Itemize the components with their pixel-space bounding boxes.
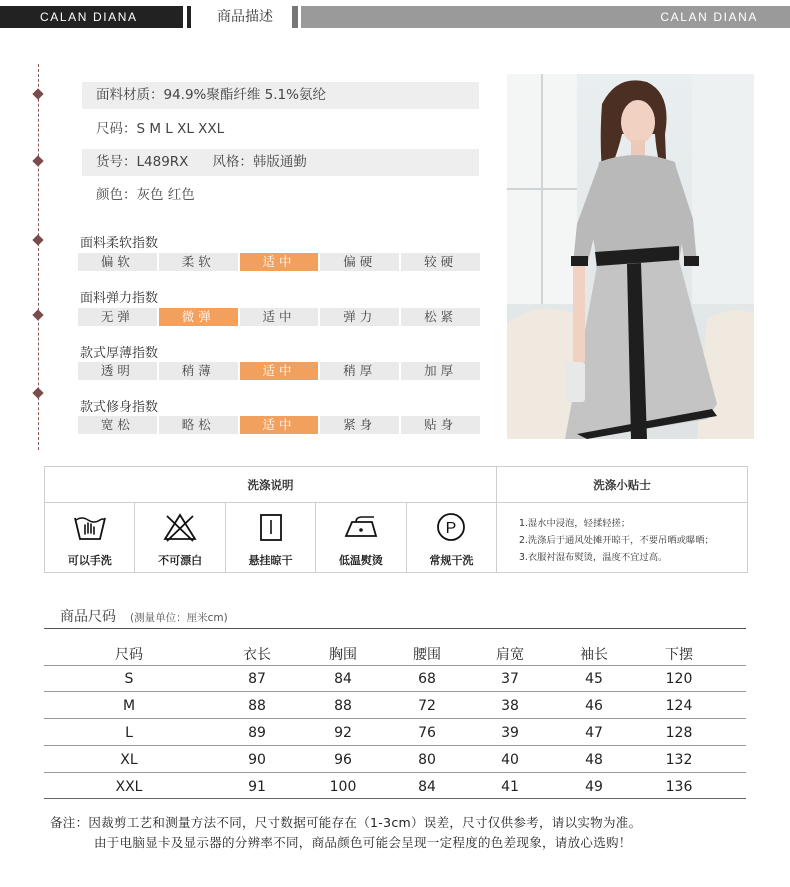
- attr-color-value: 灰色 红色: [136, 187, 195, 203]
- size-cell: 41: [501, 779, 519, 795]
- rating-scale: [78, 362, 480, 380]
- rating-option: 稍薄: [159, 362, 238, 380]
- rating-option: 紧身: [320, 416, 399, 434]
- attr-color: [82, 182, 479, 209]
- size-col-header: 衣长: [243, 647, 271, 663]
- rating-option: 偏硬: [320, 253, 399, 271]
- attr-sku-label: 货号：: [96, 154, 137, 170]
- rating-option: 稍厚: [320, 362, 399, 380]
- size-cell: 47: [585, 725, 603, 741]
- size-cell: 91: [248, 779, 266, 795]
- attr-material: [82, 82, 479, 109]
- rating-option: 略松: [159, 416, 238, 434]
- diamond-marker: [32, 155, 43, 166]
- size-cell: XXL: [115, 779, 143, 795]
- svg-text:P: P: [445, 520, 457, 537]
- size-row-rule: [44, 665, 746, 666]
- size-cell: 87: [248, 671, 266, 687]
- care-tip: 3.衣服衬湿布熨烫，温度不宜过高。: [519, 552, 668, 563]
- rating-option: 较硬: [401, 253, 480, 271]
- rating-option: 偏软: [78, 253, 157, 271]
- attr-style-value: 韩版通勤: [252, 154, 307, 170]
- size-cell: 76: [418, 725, 436, 741]
- size-cell: S: [124, 671, 134, 687]
- size-col-header: 袖长: [580, 647, 608, 663]
- size-cell: 100: [329, 779, 357, 795]
- rating-option: 柔软: [159, 253, 238, 271]
- care-label: 低温熨烫: [338, 554, 383, 567]
- model-dress-illustration: [507, 74, 754, 439]
- rating-option: 适中: [240, 308, 319, 326]
- care-tip: 2.洗涤后于通风处摊开晾干，不要吊晒或曝晒；: [519, 535, 714, 546]
- diamond-marker: [32, 309, 43, 320]
- size-cell: 132: [665, 752, 693, 768]
- rating-option: 贴身: [401, 416, 480, 434]
- product-photo: [507, 74, 754, 439]
- rating-scale: [78, 308, 480, 326]
- size-cell: XL: [120, 752, 138, 768]
- header-divider: [292, 6, 298, 28]
- care-tips-header: 洗涤小贴士: [497, 467, 747, 503]
- size-cell: 48: [585, 752, 603, 768]
- size-col-header: 肩宽: [496, 647, 524, 663]
- size-cell: 39: [501, 725, 519, 741]
- care-item: [226, 503, 316, 572]
- size-cell: 45: [585, 671, 603, 687]
- size-cell: 90: [248, 752, 266, 768]
- size-table-unit: (测量单位：厘米cm): [130, 612, 228, 624]
- rating-option: 微弹: [159, 308, 238, 326]
- care-label: 可以手洗: [67, 554, 112, 567]
- no-bleach-icon: [163, 512, 197, 542]
- rating-option: 松紧: [401, 308, 480, 326]
- care-item: [45, 503, 135, 572]
- size-cell: 96: [334, 752, 352, 768]
- note-line-1: 备注：因裁剪工艺和测量方法不同，尺寸数据可能存在（1-3cm）误差，尺寸仅供参考，请以实物为准。: [50, 815, 642, 830]
- care-label: 不可漂白: [158, 554, 203, 567]
- attr-material-label: 面料材质：: [96, 87, 164, 103]
- size-cell: 46: [585, 698, 603, 714]
- attr-size: [82, 116, 479, 143]
- care-instructions-header: 洗涤说明: [45, 467, 497, 503]
- table-row: [44, 779, 746, 795]
- table-row: [44, 725, 746, 741]
- size-col-header: 下摆: [665, 647, 693, 663]
- size-cell: 88: [248, 698, 266, 714]
- size-row-rule: [44, 772, 746, 773]
- rating-title: 款式厚薄指数: [80, 346, 159, 361]
- size-cell: 84: [418, 779, 436, 795]
- size-row-rule: [44, 745, 746, 746]
- size-cell: 72: [418, 698, 436, 714]
- size-cell: 92: [334, 725, 352, 741]
- care-table: [44, 466, 748, 573]
- size-row-rule: [44, 718, 746, 719]
- table-row: [44, 752, 746, 768]
- attr-sku-style: [82, 149, 479, 176]
- rating-option: 弹力: [320, 308, 399, 326]
- header-brand-left-bar: [0, 6, 183, 28]
- attr-material-value: 94.9%聚酯纤维 5.1%氨纶: [163, 87, 326, 103]
- diamond-marker: [32, 234, 43, 245]
- size-table-bottom-rule: [44, 798, 746, 799]
- size-row-rule: [44, 691, 746, 692]
- note-line-2: 由于电脑显卡及显示器的分辨率不同，商品颜色可能会呈现一定程度的色差现象，请放心选购！: [94, 835, 632, 850]
- hand-wash-icon: [73, 512, 107, 542]
- rating-title: 面料柔软指数: [80, 236, 159, 251]
- header-brand-right-bar: [301, 6, 790, 28]
- rating-scale: [78, 253, 480, 271]
- section-title: 商品描述: [217, 9, 273, 25]
- rating-option: 无弹: [78, 308, 157, 326]
- care-tip: 1.湿水中浸泡，轻揉轻搓；: [519, 518, 631, 529]
- table-row: [44, 671, 746, 687]
- attr-size-value: S M L XL XXL: [136, 121, 225, 137]
- size-col-header: 尺码: [115, 647, 143, 663]
- care-item: [135, 503, 225, 572]
- size-cell: 80: [418, 752, 436, 768]
- attr-color-label: 颜色：: [96, 187, 137, 203]
- dry-clean-icon: [434, 512, 468, 542]
- brand-right-text: CALAN DIANA: [660, 10, 758, 24]
- size-cell: 68: [418, 671, 436, 687]
- rating-option: 加厚: [401, 362, 480, 380]
- care-icons-row: [45, 503, 497, 572]
- attr-style-label: 风格：: [212, 154, 253, 170]
- rating-scale: [78, 416, 480, 434]
- attr-sku-value: L489RX: [136, 154, 189, 170]
- size-table-top-rule: [44, 628, 746, 629]
- care-item: [316, 503, 406, 572]
- care-item: [407, 503, 496, 572]
- size-table-title: 商品尺码: [60, 609, 116, 625]
- hang-dry-icon: [254, 512, 288, 542]
- diamond-marker: [32, 387, 43, 398]
- rating-option: 适中: [240, 253, 319, 271]
- header-separator: [187, 6, 191, 28]
- diamond-marker: [32, 88, 43, 99]
- size-col-header: 腰围: [413, 647, 441, 663]
- rating-option: 透明: [78, 362, 157, 380]
- size-cell: M: [122, 698, 136, 714]
- size-cell: 88: [334, 698, 352, 714]
- size-table-header: [44, 644, 746, 664]
- low-iron-icon: [342, 512, 380, 542]
- size-cell: 40: [501, 752, 519, 768]
- size-cell: 89: [248, 725, 266, 741]
- size-cell: 38: [501, 698, 519, 714]
- size-cell: 120: [665, 671, 693, 687]
- attr-size-label: 尺码：: [96, 121, 137, 137]
- size-cell: 124: [665, 698, 693, 714]
- care-label: 常规干洗: [429, 554, 474, 567]
- size-cell: 84: [334, 671, 352, 687]
- care-label: 悬挂晾干: [248, 554, 293, 567]
- rating-option: 宽松: [78, 416, 157, 434]
- size-cell: 128: [665, 725, 693, 741]
- size-cell: 37: [501, 671, 519, 687]
- size-cell: 49: [585, 779, 603, 795]
- size-col-header: 胸围: [329, 647, 357, 663]
- rating-title: 面料弹力指数: [80, 291, 159, 306]
- rating-option: 适中: [240, 416, 319, 434]
- table-row: [44, 698, 746, 714]
- brand-left-text: CALAN DIANA: [40, 10, 138, 24]
- care-tips-list: [519, 515, 714, 566]
- size-cell: 136: [665, 779, 693, 795]
- rating-option: 适中: [240, 362, 319, 380]
- rating-title: 款式修身指数: [80, 400, 159, 415]
- size-cell: L: [125, 725, 133, 741]
